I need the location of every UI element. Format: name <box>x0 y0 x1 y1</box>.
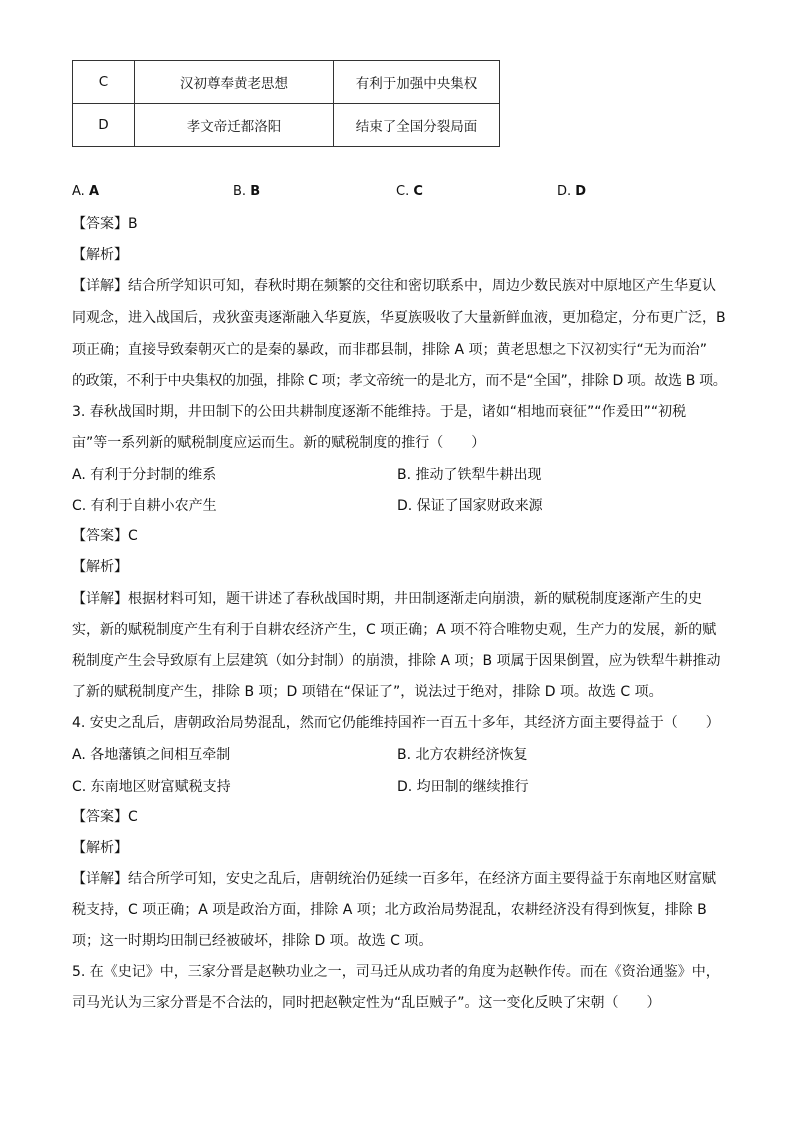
table-row <box>73 104 500 147</box>
table-cell-key: C <box>73 61 135 104</box>
q3-choice-b[interactable]: B. 推动了铁犁牛耕出现 <box>397 467 542 483</box>
q2-choice-c[interactable] <box>396 184 423 199</box>
q2-choice-a[interactable] <box>72 184 99 199</box>
choice-letter: B. <box>233 184 247 199</box>
q4-choice-d[interactable]: D. 均田制的继续推行 <box>397 779 529 795</box>
table-cell-effect: 有利于加强中央集权 <box>334 61 500 104</box>
q2-analysis-label: 【解析】 <box>72 247 128 263</box>
q3-choice-d[interactable]: D. 保证了国家财政来源 <box>397 498 543 514</box>
q2-answer: 【答案】B <box>72 216 138 232</box>
choice-letter: D. <box>557 184 572 199</box>
choice-letter: C. <box>396 184 410 199</box>
q4-answer: 【答案】C <box>72 809 138 825</box>
q5-stem-line: 司马光认为三家分晋是不合法的，同时把赵鞅定性为“乱臣贼子”。这一变化反映了宋朝（ ） <box>72 995 661 1011</box>
q2-choice-b[interactable] <box>233 184 260 199</box>
choice-letter: A. <box>72 184 85 199</box>
q3-answer: 【答案】C <box>72 528 138 544</box>
choice-value: D <box>575 184 587 199</box>
q4-choice-c[interactable]: C. 东南地区财富赋税支持 <box>72 779 231 795</box>
choice-value: B <box>250 184 261 199</box>
q3-stem-line: 亩”等一系列新的赋税制度应运而生。新的赋税制度的推行（ ） <box>72 435 486 451</box>
q5-stem-line: 5. 在《史记》中，三家分晋是赵鞅功业之一，司马迁从成功者的角度为赵鞅作传。而在《资治通鉴》中， <box>72 964 720 980</box>
q4-detail-line: 税支持，C 项正确；A 项是政治方面，排除 A 项；北方政治局势混乱，农耕经济没有得到恢复，排除 B <box>72 902 707 918</box>
q2-choice-d[interactable] <box>557 184 586 199</box>
q2-detail-line: 的政策，不利于中央集权的加强，排除 C 项；孝文帝统一的是北方，而不是“全国”，排除 D 项。故选 B 项。 <box>72 373 727 389</box>
q4-stem-line: 4. 安史之乱后，唐朝政治局势混乱，然而它仍能维持国祚一百五十多年，其经济方面主要得益于（ ） <box>72 715 720 731</box>
q4-analysis-label: 【解析】 <box>72 840 128 856</box>
q2-detail-line: 【详解】结合所学知识可知，春秋时期在频繁的交往和密切联系中，周边少数民族对中原地区产生华夏认 <box>72 278 716 294</box>
table-cell-item: 汉初尊奉黄老思想 <box>135 61 334 104</box>
choice-value: A <box>88 184 99 199</box>
q3-stem-line: 3. 春秋战国时期，井田制下的公田共耕制度逐渐不能维持。于是，诸如“相地而衰征”“作爰田”“初税 <box>72 404 687 420</box>
q4-choice-b[interactable]: B. 北方农耕经济恢复 <box>397 747 528 763</box>
table-cell-item: 孝文帝迁都洛阳 <box>135 104 334 147</box>
q3-detail-line: 【详解】根据材料可知，题干讲述了春秋战国时期，井田制逐渐走向崩溃，新的赋税制度逐渐产生的史 <box>72 591 702 607</box>
q2-detail-line: 项正确；直接导致秦朝灭亡的是秦的暴政，而非郡县制，排除 A 项；黄老思想之下汉初实行“无为而治” <box>72 342 707 358</box>
q3-choice-c[interactable]: C. 有利于自耕小农产生 <box>72 498 217 514</box>
q3-detail-line: 税制度产生会导致原有上层建筑（如分封制）的崩溃，排除 A 项；B 项属于因果倒置，应为铁犁牛耕推动 <box>72 653 721 669</box>
table-cell-effect: 结束了全国分裂局面 <box>334 104 500 147</box>
table-cell-key: D <box>73 104 135 147</box>
q4-detail-line: 项；这一时期均田制已经被破坏，排除 D 项。故选 C 项。 <box>72 933 433 949</box>
options-table <box>72 60 500 147</box>
choice-value: C <box>413 184 423 199</box>
q4-choice-a[interactable]: A. 各地藩镇之间相互牵制 <box>72 747 231 763</box>
q4-detail-line: 【详解】结合所学可知，安史之乱后，唐朝统治仍延续一百多年，在经济方面主要得益于东南地区财富赋 <box>72 871 716 887</box>
q3-detail-line: 实，新的赋税制度产生有利于自耕农经济产生，C 项正确；A 项不符合唯物史观，生产力的发展，新的赋 <box>72 622 717 638</box>
q3-detail-line: 了新的赋税制度产生，排除 B 项；D 项错在“保证了”，说法过于绝对，排除 D 项。故选 C 项。 <box>72 684 663 700</box>
q3-analysis-label: 【解析】 <box>72 559 128 575</box>
table-row <box>73 61 500 104</box>
q3-choice-a[interactable]: A. 有利于分封制的维系 <box>72 467 217 483</box>
q2-detail-line: 同观念，进入战国后，戎狄蛮夷逐渐融入华夏族，华夏族吸收了大量新鲜血液，更加稳定，分布更广泛，B <box>72 310 726 326</box>
